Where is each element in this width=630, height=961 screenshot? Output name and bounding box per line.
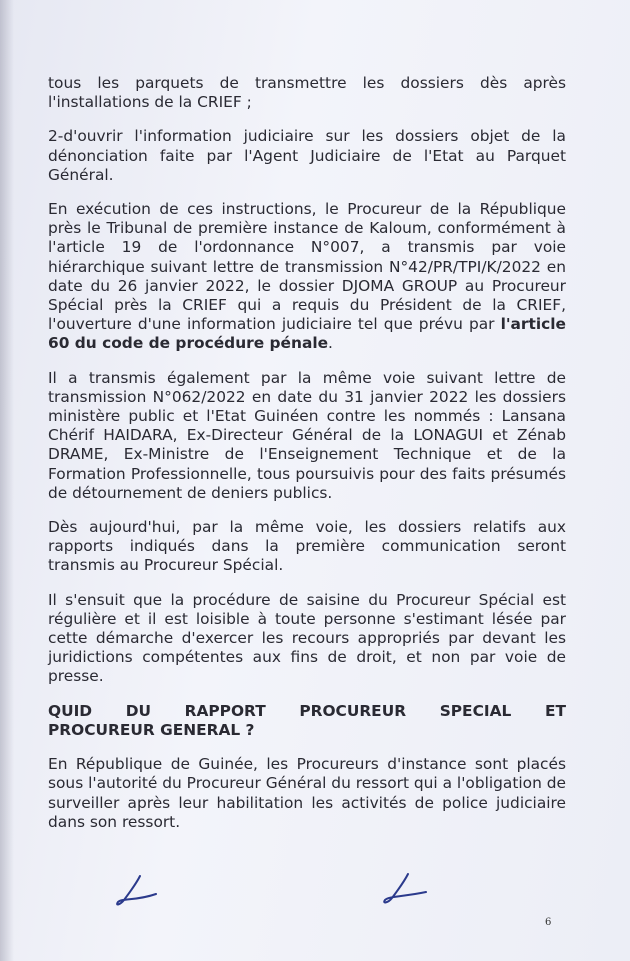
heading-word: PROCUREUR	[299, 701, 407, 720]
heading-word: QUID	[48, 701, 93, 720]
paragraph-3	[48, 200, 566, 354]
page-number: 6	[545, 917, 552, 928]
initials-signature-right	[372, 870, 432, 910]
paragraph-3-text: En exécution de ces instructions, le Procureur de la République près le Tribunal de première instance de Kaloum, conformément à l'article 19 de l'ordonnance N°007, a transmis par voie hiérarchique suivant lettre de transmission N°42/PR/TPI/K/2022 en date du 26 janvier 2022, le dossier DJOMA GROUP au Procureur Spécial près la CRIEF qui a requis du Président de la CRIEF, l'ouverture d'une information judiciaire tel que prévu par	[48, 200, 566, 334]
section-heading-line-1	[48, 702, 566, 721]
document-body	[48, 74, 566, 847]
page-edge-shadow	[0, 0, 14, 961]
initials-signature-left	[106, 870, 166, 910]
section-heading	[48, 702, 566, 740]
paragraph-7: En République de Guinée, les Procureurs d'instance sont placés sous l'autorité du Procureur Général du ressort qui a l'obligation de surveiller après leur habilitation les activités de police judiciaire dans son ressort.	[48, 755, 566, 831]
paragraph-5: Dès aujourd'hui, par la même voie, les dossiers relatifs aux rapports indiqués dans la première communication seront transmis au Procureur Spécial.	[48, 518, 566, 575]
paragraph-1: tous les parquets de transmettre les dossiers dès après l'installations de la CRIEF ;	[48, 74, 566, 112]
paragraph-3-end: .	[328, 334, 333, 353]
paragraph-4: Il a transmis également par la même voie suivant lettre de transmission N°062/2022 en date du 31 janvier 2022 les dossiers ministère public et l'Etat Guinéen contre les nommés : Lansana Chérif HAIDARA, Ex-Directeur Général de la LONAGUI et Zénab DRAME, Ex-Ministre de l'Enseignement Technique et de la Formation Professionnelle, tous poursuivis pour des faits présumés de détournement de deniers publics.	[48, 368, 566, 502]
article-reference: l'article 60 du code de procédure pénale	[48, 315, 566, 353]
heading-word: SPECIAL	[439, 701, 512, 720]
heading-word: RAPPORT	[184, 701, 266, 720]
heading-word: DU	[125, 701, 151, 720]
section-heading-line-2: PROCUREUR GENERAL ?	[48, 720, 255, 739]
paragraph-2: 2-d'ouvrir l'information judiciaire sur les dossiers objet de la dénonciation faite par l'Agent Judiciaire de l'Etat au Parquet Général.	[48, 127, 566, 184]
heading-word: ET	[544, 701, 566, 720]
paragraph-6: Il s'ensuit que la procédure de saisine du Procureur Spécial est régulière et il est loisible à toute personne s'estimant lésée par cette démarche d'exercer les recours appropriés par devant les juridictions compétentes aux fins de droit, et non par voie de presse.	[48, 590, 566, 686]
